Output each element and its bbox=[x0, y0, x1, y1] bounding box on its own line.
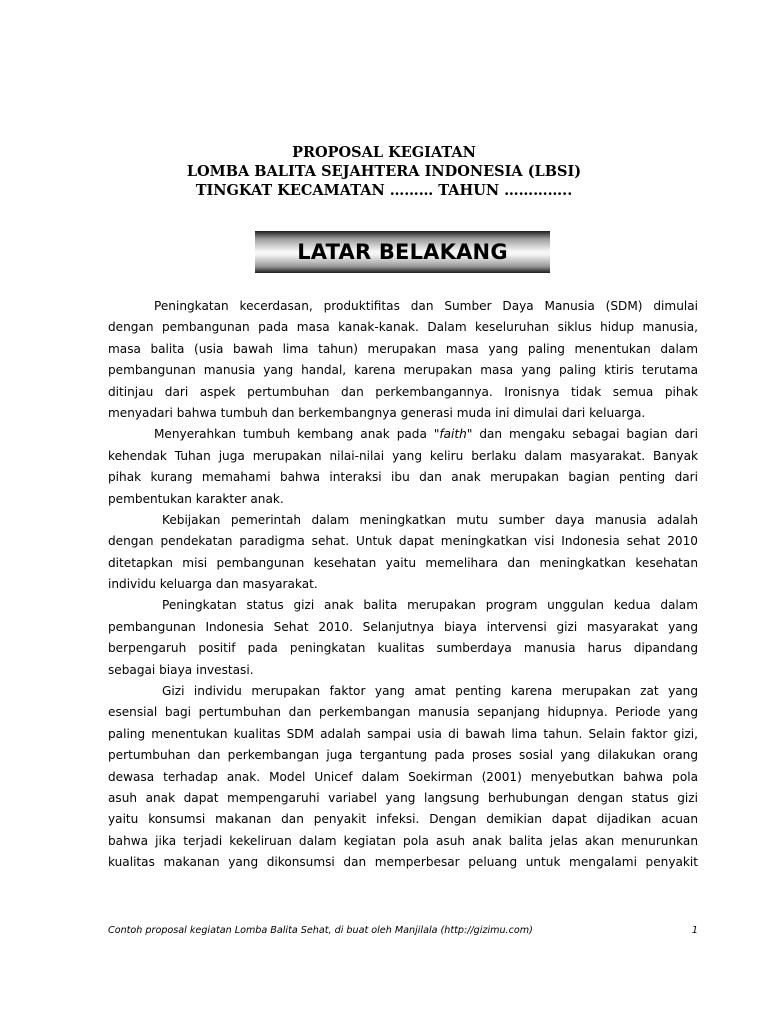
document-title bbox=[0, 143, 768, 200]
paragraph-line: pembangunan Indonesia Sehat 2010. Selanjutnya biaya intervensi gizi masyarakat yang bbox=[108, 619, 698, 634]
paragraph-1 bbox=[108, 296, 698, 424]
paragraph-line bbox=[108, 424, 698, 445]
paragraph-line: individu keluarga dan masyarakat. bbox=[108, 577, 318, 592]
title-line-2: LOMBA BALITA SEJAHTERA INDONESIA (LBSI) bbox=[186, 163, 582, 180]
paragraph-line: berpengaruh positif pada peningkatan kualitas sumberdaya manusia harus dipandang bbox=[108, 641, 698, 656]
paragraph-line: ditinjau dari aspek pertumbuhan dan perkembangannya. Ironisnya tidak semua pihak bbox=[108, 384, 698, 399]
section-heading: LATAR BELAKANG bbox=[297, 240, 508, 264]
title-line-3: TINGKAT KECAMATAN ……… TAHUN ………….. bbox=[195, 182, 573, 199]
paragraph-line: pertumbuhan dan perkembangan juga tergantung pada proses sosial yang dilakukan orang bbox=[108, 748, 698, 763]
paragraph-line: pembentukan karakter anak. bbox=[108, 491, 284, 506]
paragraph-5 bbox=[108, 681, 698, 874]
paragraph-line: asuh anak dapat mempengaruhi variabel yang langsung berhubungan dengan status gizi bbox=[108, 790, 698, 805]
paragraph-line: Peningkatan kecerdasan, produktifitas dan Sumber Daya Manusia (SDM) dimulai bbox=[154, 299, 698, 313]
paragraph-text: " dan mengaku sebagai bagian dari bbox=[466, 427, 698, 442]
paragraph-line: ditetapkan misi pembangunan kesehatan yaitu memelihara dan meningkatkan kesehatan bbox=[108, 555, 698, 570]
paragraph-line: dengan pembangunan pada masa kanak-kanak. Dalam keseluruhan siklus hidup manusia, bbox=[108, 320, 698, 335]
page-number: 1 bbox=[691, 925, 698, 936]
paragraph-2 bbox=[108, 424, 698, 510]
title-line-1: PROPOSAL KEGIATAN bbox=[292, 144, 476, 161]
paragraph-4 bbox=[108, 595, 698, 681]
faith-word: faith bbox=[439, 427, 467, 442]
paragraph-line: pembangunan manusia yang handal, karena merupakan masa yang paling ktiris terutama bbox=[108, 363, 698, 378]
paragraph-line: sebagai biaya investasi. bbox=[108, 662, 254, 677]
paragraph-3 bbox=[108, 510, 698, 596]
paragraph-line: yaitu konsumsi makanan dan penyakit infeksi. Dengan demikian dapat dijadikan acuan bbox=[108, 812, 698, 827]
paragraph-line: Kebijakan pemerintah dalam meningkatkan mutu sumber daya manusia adalah bbox=[162, 512, 698, 527]
paragraph-line: paling menentukan kualitas SDM adalah sampai usia di bawah lima tahun. Selain faktor gizi, bbox=[108, 726, 698, 741]
page-footer bbox=[108, 925, 698, 936]
paragraph-line: kehendak Tuhan juga merupakan nilai-nilai yang keliru berlaku dalam masyarakat. Banyak bbox=[108, 448, 698, 463]
paragraph-line: Gizi individu merupakan faktor yang amat penting karena merupakan zat yang bbox=[162, 684, 698, 699]
paragraph-text: Menyerahkan tumbuh kembang anak pada " bbox=[154, 427, 440, 442]
document-body bbox=[108, 296, 698, 874]
paragraph-line: menyadari bahwa tumbuh dan berkembangnya generasi muda ini dimulai dari keluarga. bbox=[108, 405, 646, 420]
paragraph-line: esensial bagi pertumbuhan dan perkembangan manusia sepanjang hidupnya. Periode yang bbox=[108, 705, 698, 720]
footer-text: Contoh proposal kegiatan Lomba Balita Sehat, di buat oleh Manjilala (http://gizimu.com) bbox=[108, 925, 533, 936]
paragraph-line: masa balita (usia bawah lima tahun) merupakan masa yang paling menentukan dalam bbox=[108, 341, 698, 356]
paragraph-line: kualitas makanan yang dikonsumsi dan memperbesar peluang untuk mengalami penyakit bbox=[108, 855, 698, 870]
paragraph-line: pihak kurang memahami bahwa interaksi ibu dan anak merupakan bagian penting dari bbox=[108, 470, 698, 485]
paragraph-line: bahwa jika terjadi kekeliruan dalam kegiatan pola asuh anak balita jelas akan menurunkan bbox=[108, 833, 698, 848]
paragraph-line: Peningkatan status gizi anak balita merupakan program unggulan kedua dalam bbox=[162, 598, 698, 613]
paragraph-line: dewasa terhadap anak. Model Unicef dalam Soekirman (2001) menyebutkan bahwa pola bbox=[108, 769, 698, 784]
section-heading-banner bbox=[255, 231, 550, 273]
paragraph-line: dengan pendekatan paradigma sehat. Untuk dapat meningkatkan visi Indonesia sehat 2010 bbox=[108, 534, 698, 549]
